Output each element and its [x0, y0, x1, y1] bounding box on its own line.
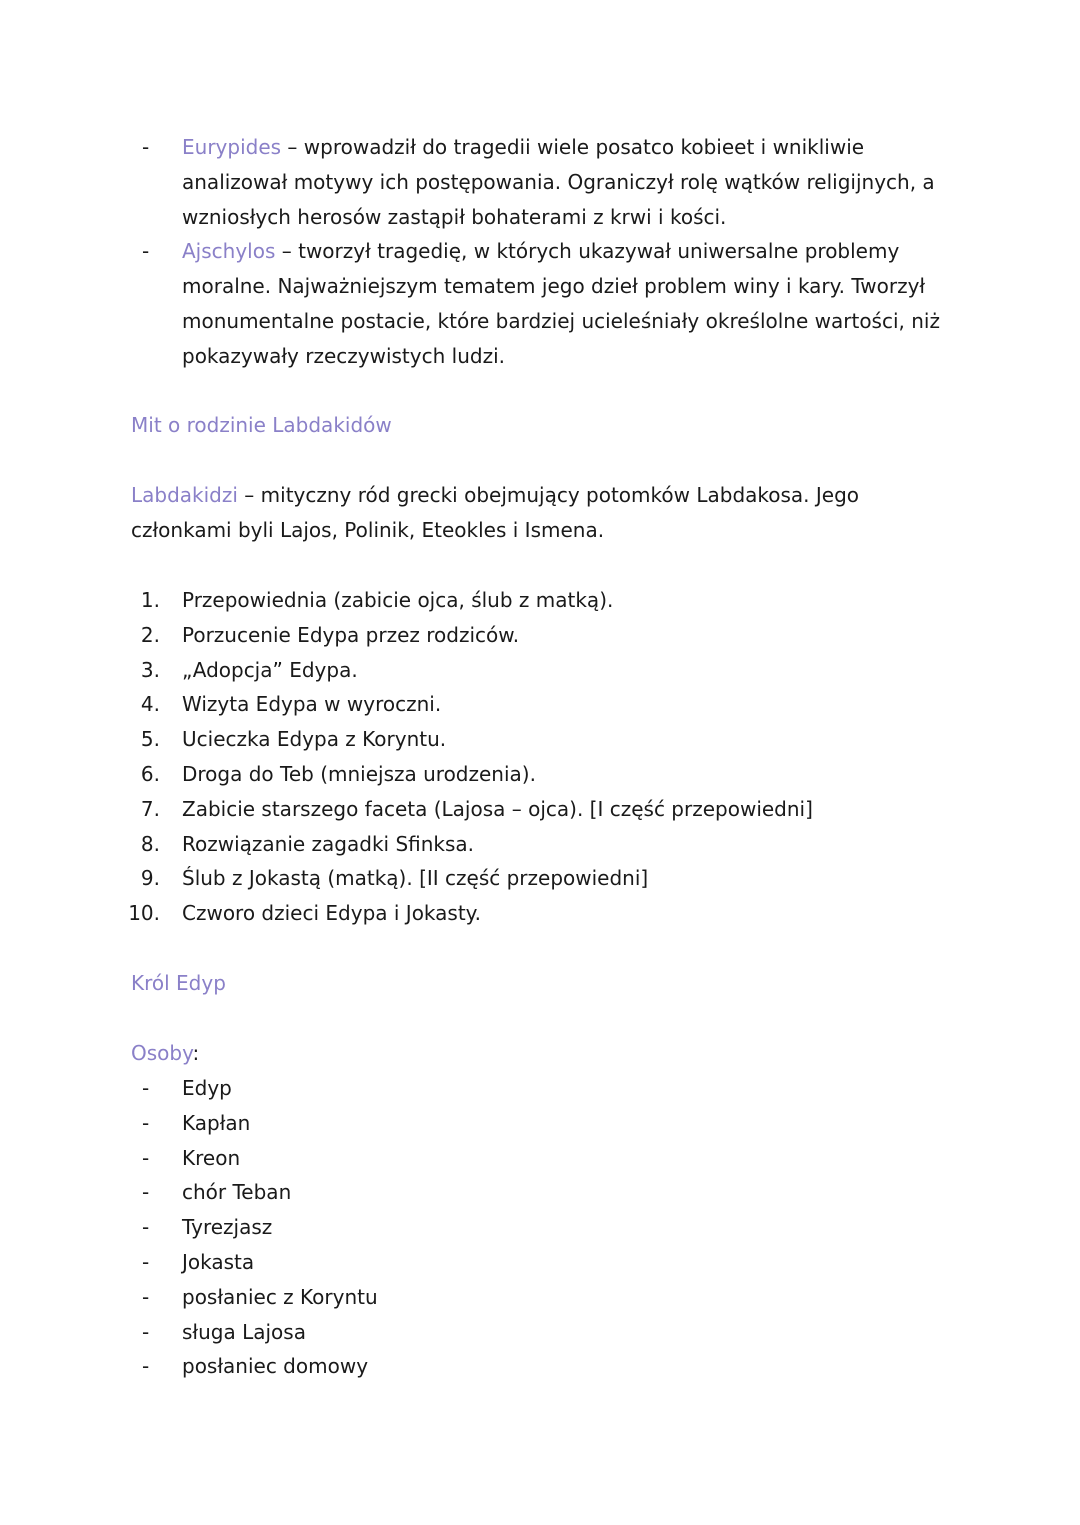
item-text: Ślub z Jokastą (matką). [II część przepowiedni] [182, 866, 649, 891]
list-item [0, 687, 1080, 722]
authors-list [0, 130, 1080, 374]
item-number: 4. [140, 692, 160, 717]
bullet: - [142, 1354, 150, 1379]
text-line: pokazywały rzeczywistych ludzi. [182, 343, 505, 368]
item-text: Rozwiązanie zagadki Sfinksa. [182, 831, 475, 856]
list-item [0, 1280, 1080, 1315]
item-text: Ucieczka Edypa z Koryntu. [182, 727, 447, 752]
item-number: 7. [140, 796, 160, 821]
list-item [0, 618, 1080, 653]
list-item [0, 1210, 1080, 1245]
list-item [0, 757, 1080, 792]
list-item [0, 722, 1080, 757]
text: – mityczny ród grecki obejmujący potomków Labdakosa. Jego [237, 483, 860, 507]
list-item [0, 1141, 1080, 1176]
text: – wprowadził do tragedii wiele posatco kobieet i wnikliwie [287, 135, 865, 159]
list-item [0, 1245, 1080, 1280]
person-name: posłaniec z Koryntu [182, 1284, 378, 1309]
author-name: Ajschylos [182, 239, 276, 264]
list-item [0, 653, 1080, 688]
person-name: Jokasta [182, 1249, 255, 1274]
list-item [0, 896, 1080, 931]
person-name: Kreon [182, 1145, 241, 1170]
item-number: 1. [140, 588, 160, 612]
item-text [182, 130, 864, 165]
person-name: sługa Lajosa [182, 1319, 306, 1344]
author-name: Eurypides [182, 135, 282, 159]
person-name: Edyp [182, 1076, 232, 1100]
item-text: „Adopcja” Edypa. [182, 657, 358, 682]
text-line: analizował motywy ich postępowania. Ograniczył rolę wątków religijnych, a [182, 169, 935, 194]
item-number: 9. [140, 866, 160, 891]
list-item [0, 130, 1080, 165]
persons-list [0, 1071, 1080, 1384]
person-name: chór Teban [182, 1180, 292, 1205]
item-number: 8. [140, 831, 160, 856]
bullet: - [142, 1319, 150, 1344]
bullet: - [142, 1145, 150, 1170]
bullet: - [142, 1284, 150, 1309]
label: Osoby [131, 1041, 193, 1065]
person-name: posłaniec domowy [182, 1354, 369, 1379]
item-text: Zabicie starszego faceta (Lajosa – ojca). [I część przepowiedni] [182, 796, 813, 821]
bullet: - [142, 1110, 150, 1135]
bullet: - [142, 1249, 150, 1274]
item-text: Czworo dzieci Edypa i Jokasty. [182, 901, 482, 926]
section-heading: Król Edyp [131, 971, 226, 995]
list-item [0, 1106, 1080, 1141]
item-number: 3. [140, 657, 160, 682]
text-line: moralne. Najważniejszym tematem jego dzieł problem winy i kary. Tworzył [182, 274, 926, 299]
item-number: 2. [140, 622, 160, 647]
text-line: monumentalne postacie, które bardziej ucieleśniały określolne wartości, niż [182, 308, 940, 333]
item-number: 6. [140, 761, 160, 786]
person-name: Kapłan [182, 1110, 251, 1135]
list-item [0, 861, 1080, 896]
list-item [0, 1315, 1080, 1350]
item-text: Porzucenie Edypa przez rodziców. [182, 622, 520, 647]
text-line: członkami byli Lajos, Polinik, Eteokles i Ismena. [131, 517, 605, 542]
item-text [182, 234, 899, 269]
text-line: wzniosłych herosów zastąpił bohaterami z krwi i kości. [182, 204, 727, 229]
item-number: 5. [140, 727, 160, 752]
persons-label [131, 1036, 199, 1071]
person-name: Tyrezjasz [182, 1215, 273, 1240]
persons-heading [0, 1036, 1080, 1071]
item-text: Wizyta Edypa w wyroczni. [182, 692, 442, 717]
bullet: - [142, 1215, 150, 1240]
events-list [0, 583, 1080, 931]
list-item [0, 1349, 1080, 1384]
term: Labdakidzi [131, 483, 238, 507]
colon: : [192, 1041, 200, 1065]
list-item [0, 234, 1080, 269]
section-heading: Mit o rodzinie Labdakidów [131, 413, 392, 437]
text: – tworzył tragedię, w których ukazywał uniwersalne problemy [281, 239, 900, 264]
list-item [0, 583, 1080, 618]
item-text: Przepowiednia (zabicie ojca, ślub z matką). [182, 588, 614, 612]
bullet: - [142, 1076, 150, 1100]
definition-line [131, 478, 859, 513]
item-number: 10. [128, 901, 160, 926]
list-item [0, 1175, 1080, 1210]
list-item [0, 827, 1080, 862]
bullet: - [142, 1180, 150, 1205]
bullet: - [142, 135, 150, 159]
item-text: Droga do Teb (mniejsza urodzenia). [182, 761, 536, 786]
definition [0, 478, 1080, 548]
list-item [0, 792, 1080, 827]
list-item [0, 1071, 1080, 1106]
bullet: - [142, 239, 150, 264]
